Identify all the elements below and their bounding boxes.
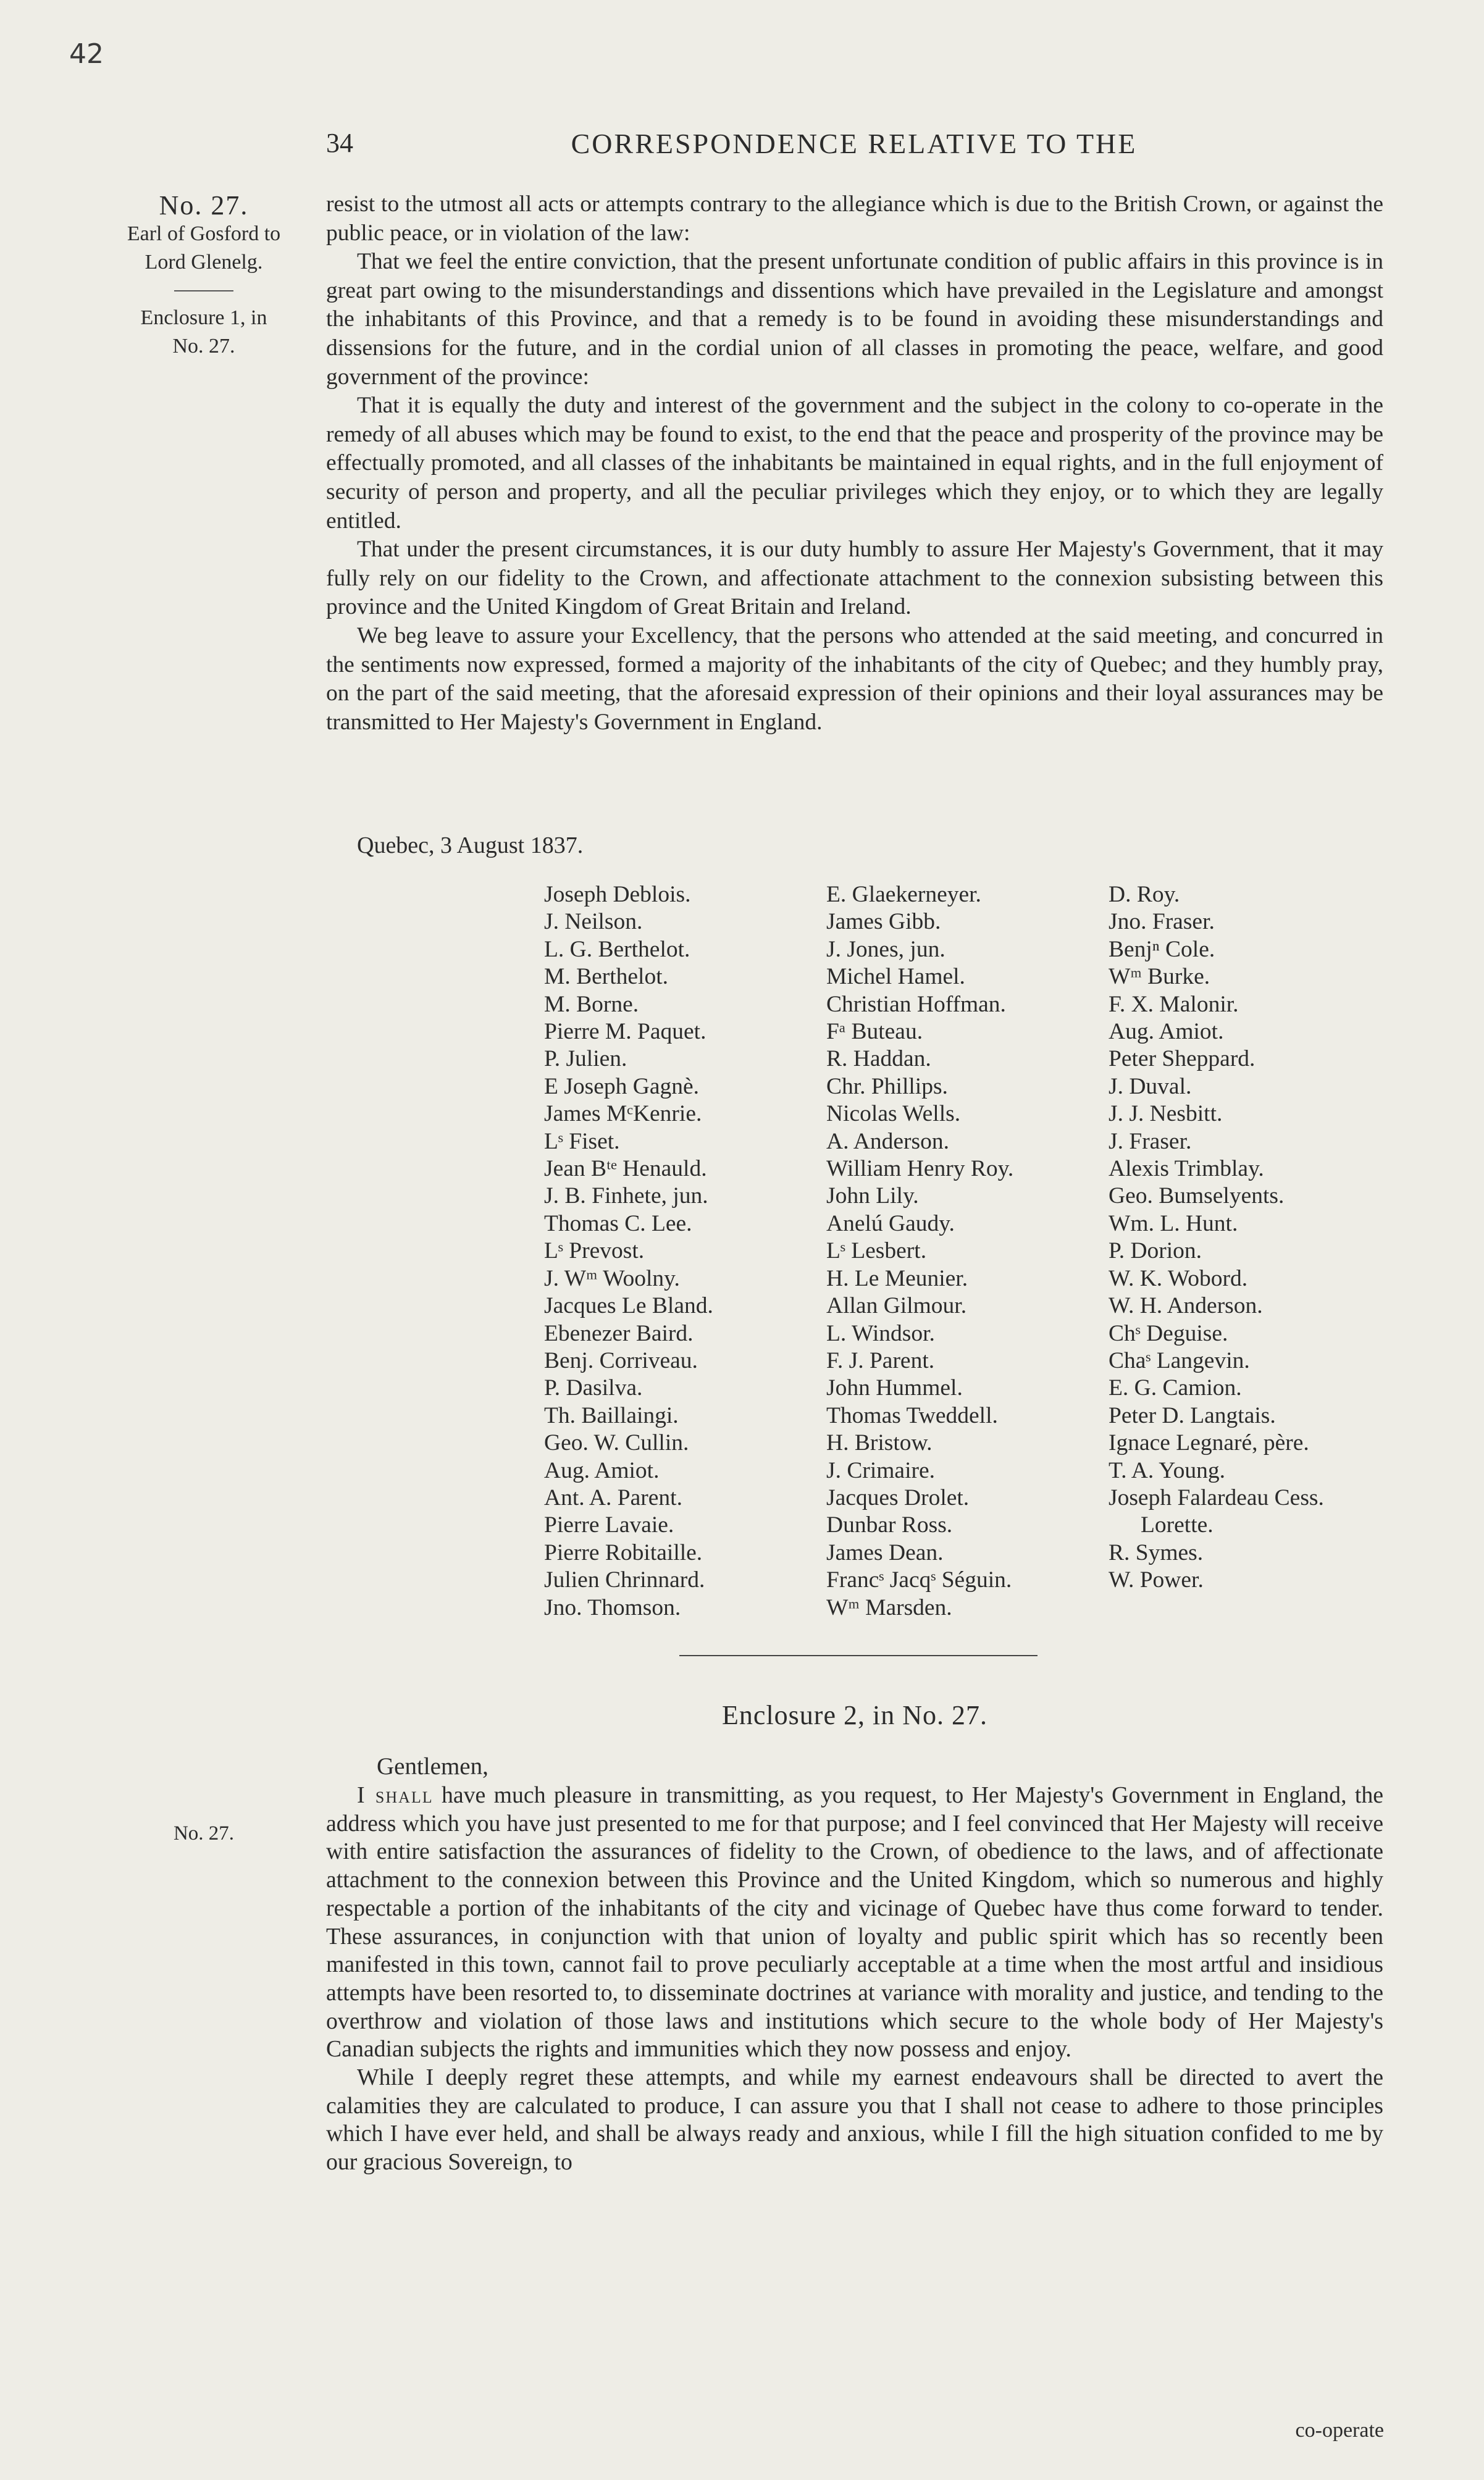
signatory-name: Julien Chrinnard. — [544, 1567, 705, 1593]
signatory-name: A. Anderson. — [826, 1128, 949, 1154]
address-paragraph: That under the present circumstances, it is our duty humbly to assure Her Majesty's Government, that it may fully rely on our fidelity to the Crown, and affectionate attachment to the connexion subsisting between this province and the United Kingdom of Great Britain and Ireland. — [326, 537, 1383, 620]
folio: 34 — [326, 128, 353, 158]
signatory-name: D. Roy. — [1109, 882, 1180, 907]
signatory-name: Chr. Phillips. — [826, 1073, 948, 1099]
signatory-name: W. Power. — [1109, 1567, 1204, 1593]
signatory-name: Jno. Thomson. — [544, 1594, 681, 1620]
margin-enclosure-line-2: No. 27. — [172, 335, 235, 358]
signatures-column-3 — [1109, 881, 1324, 1594]
signatory-name: W. H. Anderson. — [1109, 1293, 1263, 1319]
signatory-name: H. Le Meunier. — [826, 1265, 968, 1291]
signatory-name: Ignace Legnaré, père. — [1109, 1430, 1309, 1456]
signatory-name: Wᵐ Burke. — [1109, 964, 1210, 990]
running-head — [326, 127, 1382, 170]
signatures-column-1 — [544, 881, 713, 1622]
signatory-name: E Joseph Gagnè. — [544, 1073, 699, 1099]
signatory-name: Fᵃ Buteau. — [826, 1019, 923, 1045]
signatory-name: Ebenezer Baird. — [544, 1320, 694, 1346]
signatory-name: Geo. Bumselyents. — [1109, 1183, 1285, 1209]
signatory-name: H. Bristow. — [826, 1430, 933, 1456]
margin-from-to-line-1: Earl of Gosford to — [127, 222, 281, 245]
signatory-name: Anelú Gaudy. — [826, 1210, 955, 1236]
signatory-name: J. Jones, jun. — [826, 936, 945, 962]
signatory-name: Benjⁿ Cole. — [1109, 936, 1215, 962]
signatory-name: L. G. Berthelot. — [544, 936, 690, 962]
signatory-name: Wᵐ Marsden. — [826, 1594, 952, 1620]
letter-paragraph-2: While I deeply regret these attempts, and while my earnest endeavours shall be directed to avert the calamities they are calculated to produce, I can assure you that I shall not cease to adhere to those principles which I have ever held, and shall be always ready and anxious, while I fill the high situation confided to me by our gracious Sovereign, to — [326, 2064, 1383, 2176]
signatory-name: J. Duval. — [1109, 1073, 1192, 1099]
signatory-name: Ant. A. Parent. — [544, 1485, 682, 1510]
signatory-name: R. Symes. — [1109, 1540, 1204, 1565]
signatory-name: M. Borne. — [544, 991, 639, 1017]
address-paragraph: That we feel the entire conviction, that the present unfortunate condition of public affairs in this province is in great part owing to the misunderstandings and dissentions which have prevailed in the Legislature and amongst the inhabitants of this Province, and that a remedy is to be found in avoiding these misunderstandings and dissensions for the future, and in the cordial union of all classes in promoting the peace, welfare, and good government of the province: — [326, 249, 1383, 390]
signatory-name: L. Windsor. — [826, 1320, 935, 1346]
signatory-name: J. B. Finhete, jun. — [544, 1183, 708, 1209]
signatory-name: Jacques Le Bland. — [544, 1293, 713, 1319]
signatory-name: Joseph Deblois. — [544, 882, 691, 907]
address-paragraph: That it is equally the duty and interest of the government and the subject in the colony to co-operate in the remedy of all abuses which may be found to exist, to the end that the peace and prosperity of the province may be effectually promoted, and all classes of the inhabitants be maintained in equal rights, and in the full enjoyment of security of person and property, and all the peculiar privileges which they enjoy, or to which they are legally entitled. — [326, 393, 1383, 534]
signatory-name: James Gibb. — [826, 909, 941, 935]
section-divider — [679, 1655, 1038, 1656]
signatory-name: P. Julien. — [544, 1046, 627, 1072]
signatory-name: Dunbar Ross. — [826, 1512, 953, 1538]
address-paragraph: We beg leave to assure your Excellency, that the persons who attended at the said meeting, and concurred in the sentiments now expressed, formed a majority of the inhabitants of the city of Quebec; and they humbly pray, on the part of the said meeting, that the aforesaid expression of their opinions and their loyal assurances may be transmitted to Her Majesty's Government in England. — [326, 622, 1383, 735]
signatory-name: Pierre M. Paquet. — [544, 1019, 706, 1045]
opening-words: I shall — [357, 1782, 434, 1808]
page-number: 42 — [69, 38, 104, 70]
signatory-name: Geo. W. Cullin. — [544, 1430, 689, 1456]
signatory-name: P. Dorion. — [1109, 1238, 1202, 1264]
letter-paragraph-1-text: have much pleasure in transmitting, as you request, to Her Majesty's Government in England, the address which you have just presented to me for that purpose; and I feel convinced that Her Majesty will receive with entire satisfaction the assurances of fidelity to the Crown, of obedience to the laws, and of affectionate attachment to the connexion between this Province and the United Kingdom, which so numerous and highly respectable a portion of the inhabitants of the city and vicinage of Quebec have thus come forward to tender. These assurances, in conjunction with that union of loyalty and public spirit which has so recently been manifested in this town, cannot fail to prove peculiarly acceptable at a time when the most artful and insidious attempts have been resorted to, to disseminate doctrines at variance with morality and justice, and tending to the overthrow and violation of those laws and institutions which secure to the whole body of Her Majesty's Canadian subjects the rights and immunities which they now possess and enjoy. — [326, 1782, 1383, 2063]
signatory-name: J. Fraser. — [1109, 1128, 1192, 1154]
signatory-name: Peter Sheppard. — [1109, 1046, 1256, 1072]
signatory-name: Chˢ Deguise. — [1109, 1320, 1228, 1346]
signatures-column-2 — [826, 881, 1013, 1622]
signatory-name: E. G. Camion. — [1109, 1375, 1242, 1401]
signatory-name: Nicolas Wells. — [826, 1101, 961, 1127]
signatory-name: Alexis Trimblay. — [1109, 1156, 1264, 1182]
enclosure-2-title: Enclosure 2, in No. 27. — [722, 1700, 987, 1730]
signatory-name: Lorette. — [1141, 1512, 1214, 1538]
signatory-name: Jean Bᵗᵉ Henauld. — [544, 1156, 707, 1182]
signatory-name: Joseph Falardeau Cess. — [1109, 1485, 1324, 1510]
signatory-name: R. Haddan. — [826, 1046, 931, 1072]
margin-doc-number: No. 27. — [159, 190, 249, 220]
letter-paragraph-1 — [326, 1782, 1383, 2064]
signatory-name: M. Berthelot. — [544, 964, 669, 990]
signatory-name: F. X. Malonir. — [1109, 991, 1239, 1017]
signatory-name: E. Glaekerneyer. — [826, 882, 981, 907]
signatory-name: Th. Baillaingi. — [544, 1402, 679, 1428]
signatory-name: J. Wᵐ Woolny. — [544, 1265, 680, 1291]
address-date: Quebec, 3 August 1837. — [357, 832, 584, 858]
signatory-name: John Hummel. — [826, 1375, 963, 1401]
signatory-name: Lˢ Lesbert. — [826, 1238, 927, 1264]
address-body — [326, 190, 1383, 737]
signatory-name: J. Crimaire. — [826, 1457, 936, 1483]
margin-note-enclosure-1 — [93, 191, 315, 361]
signatory-name: Thomas Tweddell. — [826, 1402, 998, 1428]
signatory-name: Aug. Amiot. — [1109, 1019, 1224, 1045]
signatory-name: J. J. Nesbitt. — [1109, 1101, 1223, 1127]
margin-enclosure-line-1: Enclosure 1, in — [140, 306, 267, 329]
signatory-name: Francˢ Jacqˢ Séguin. — [826, 1567, 1012, 1593]
signatory-name: T. A. Young. — [1109, 1457, 1225, 1483]
signatory-name: Lˢ Fiset. — [544, 1128, 620, 1154]
signatory-name: F. J. Parent. — [826, 1347, 935, 1373]
salutation: Gentlemen, — [377, 1753, 488, 1780]
address-paragraph: resist to the utmost all acts or attempts contrary to the allegiance which is due to the British Crown, or against the public peace, or in violation of the law: — [326, 191, 1383, 246]
signatory-name: Allan Gilmour. — [826, 1293, 967, 1319]
running-title: CORRESPONDENCE RELATIVE TO THE — [571, 128, 1138, 159]
signatory-name: Benj. Corriveau. — [544, 1347, 698, 1373]
signatory-name: Pierre Lavaie. — [544, 1512, 674, 1538]
signatory-name: James MᶜKenrie. — [544, 1101, 702, 1127]
signatory-name: P. Dasilva. — [544, 1375, 643, 1401]
signatory-name: Pierre Robitaille. — [544, 1540, 703, 1565]
signatory-name: Lˢ Prevost. — [544, 1238, 645, 1264]
margin-from-to-line-2: Lord Glenelg. — [145, 251, 263, 274]
signatory-name: Peter D. Langtais. — [1109, 1402, 1276, 1428]
catchword: co-operate — [1295, 2419, 1384, 2442]
signatory-name: Thomas C. Lee. — [544, 1210, 692, 1236]
signatory-name: Chaˢ Langevin. — [1109, 1347, 1250, 1373]
signatory-name: William Henry Roy. — [826, 1156, 1014, 1182]
signatory-name: Christian Hoffman. — [826, 991, 1006, 1017]
signatory-name: Michel Hamel. — [826, 964, 965, 990]
margin-rule — [174, 290, 233, 291]
margin-note-enclosure-2: No. 27. — [173, 1822, 235, 1845]
signatory-name: James Dean. — [826, 1540, 944, 1565]
signatory-name: J. Neilson. — [544, 909, 643, 935]
signatory-name: Jno. Fraser. — [1109, 909, 1215, 935]
signatory-name: Wm. L. Hunt. — [1109, 1210, 1238, 1236]
enclosure-2-body — [326, 1782, 1383, 2177]
signatory-name: Jacques Drolet. — [826, 1485, 970, 1510]
signatory-name: Aug. Amiot. — [544, 1457, 660, 1483]
signatory-name: John Lily. — [826, 1183, 919, 1209]
signatory-name: W. K. Wobord. — [1109, 1265, 1248, 1291]
